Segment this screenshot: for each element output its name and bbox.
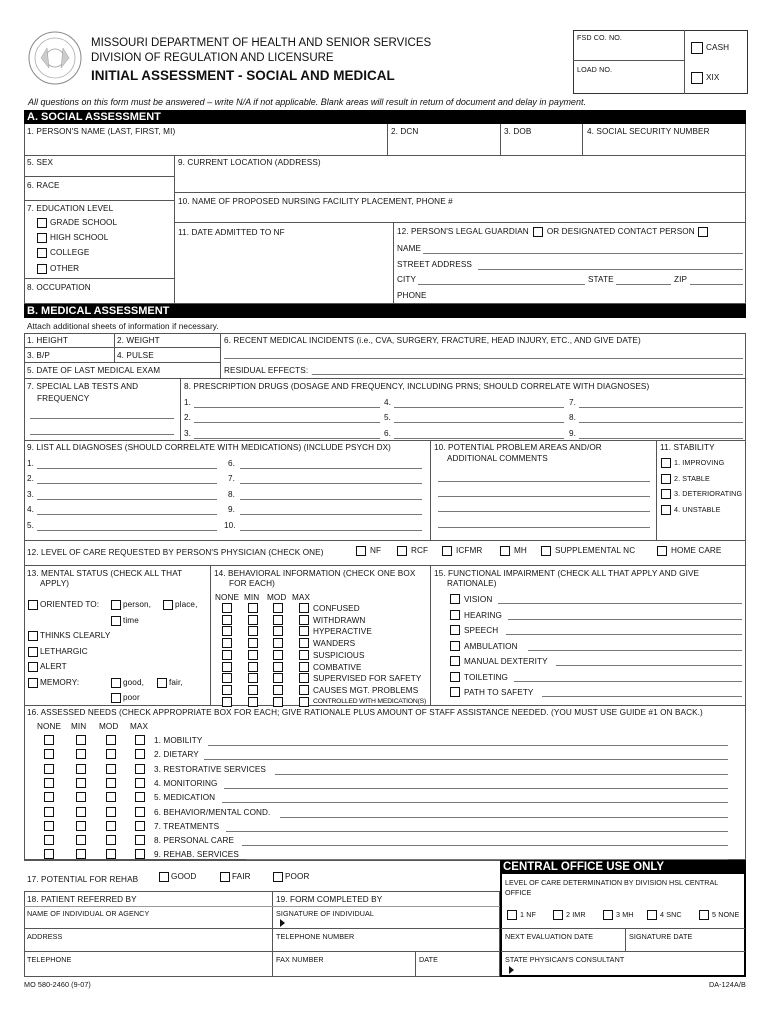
- behavior-8-label: CAUSES MGT. PROBLEMS: [313, 685, 419, 695]
- other-edu-checkbox[interactable]: [37, 264, 47, 274]
- functional-impairment-label: 15. FUNCTIONAL IMPAIRMENT (CHECK ALL THAT APPLY AND GIVE: [434, 569, 700, 578]
- division-name: DIVISION OF REGULATION AND LICENSURE: [91, 52, 334, 64]
- behavior-9-max-checkbox[interactable]: [299, 697, 309, 707]
- need-2-min-checkbox[interactable]: [76, 749, 86, 759]
- behavior-9-mod-checkbox[interactable]: [273, 697, 283, 707]
- need-8-none-checkbox[interactable]: [44, 835, 54, 845]
- functional-rationale-label: RATIONALE): [447, 579, 497, 588]
- rehab-potential-label: 17. POTENTIAL FOR REHAB: [27, 875, 139, 884]
- place-label: place,: [175, 600, 198, 610]
- function-4-line[interactable]: [528, 650, 742, 651]
- need-5-mod-checkbox[interactable]: [106, 792, 116, 802]
- need-4-min-checkbox[interactable]: [76, 778, 86, 788]
- supplemental-nc-label: SUPPLEMENTAL NC: [555, 546, 636, 556]
- function-2-label: HEARING: [464, 610, 503, 620]
- function-7-label: PATH TO SAFETY: [464, 688, 534, 697]
- beh-mod-header: MOD: [267, 593, 287, 602]
- need-5-line[interactable]: [222, 802, 728, 803]
- last-exam-label: 5. DATE OF LAST MEDICAL EXAM: [27, 366, 161, 375]
- behavioral-each-label: FOR EACH): [229, 579, 275, 588]
- referred-name-label: NAME OF INDIVIDUAL OR AGENCY: [27, 909, 150, 918]
- load-no-label: LOAD NO.: [577, 65, 613, 74]
- need-7-none-checkbox[interactable]: [44, 821, 54, 831]
- memory-poor-checkbox[interactable]: [111, 693, 121, 703]
- person-label: person,: [123, 600, 152, 610]
- form-code: DA-124A/B: [709, 980, 746, 989]
- xix-checkbox[interactable]: [691, 72, 703, 84]
- section-medical-title: B. MEDICAL ASSESSMENT: [24, 304, 746, 318]
- prescription-drugs-label: 8. PRESCRIPTION DRUGS (DOSAGE AND FREQUENCY, INCLUDING PRNS; SHOULD CORRELATE WITH DIAGNOSES): [184, 382, 650, 391]
- memory-good-label: good,: [123, 678, 144, 688]
- home-care-checkbox[interactable]: [657, 546, 667, 556]
- co-nf-label: 1 NF: [520, 910, 536, 920]
- behavior-8-max-checkbox[interactable]: [299, 685, 309, 695]
- behavior-6-mod-checkbox[interactable]: [273, 662, 283, 672]
- rehab-poor-checkbox[interactable]: [273, 872, 283, 882]
- dcn-label: 2. DCN: [391, 127, 419, 136]
- behavior-7-mod-checkbox[interactable]: [273, 673, 283, 683]
- rehab-fair-label: FAIR: [232, 872, 251, 882]
- function-2-line[interactable]: [508, 619, 742, 620]
- behavior-4-min-checkbox[interactable]: [248, 638, 258, 648]
- contact-checkbox[interactable]: [698, 227, 708, 237]
- needs-none-header: NONE: [37, 722, 62, 731]
- function-1-label: VISION: [464, 595, 493, 604]
- current-location-label: 9. CURRENT LOCATION (ADDRESS): [178, 158, 321, 167]
- education-label: 7. EDUCATION LEVEL: [27, 204, 114, 213]
- time-label: time: [123, 616, 139, 626]
- behavior-1-mod-checkbox[interactable]: [273, 603, 283, 613]
- guardian-state-label: STATE: [588, 275, 614, 284]
- signature-label: SIGNATURE OF INDIVIDUAL: [276, 909, 375, 918]
- need-1-min-checkbox[interactable]: [76, 735, 86, 745]
- need-3-max-checkbox[interactable]: [135, 764, 145, 774]
- stable-label: 2. STABLE: [674, 474, 710, 484]
- need-1-line[interactable]: [208, 745, 728, 746]
- rehab-good-checkbox[interactable]: [159, 872, 169, 882]
- improving-label: 1. IMPROVING: [674, 458, 725, 468]
- unstable-checkbox[interactable]: [661, 505, 671, 515]
- memory-poor-label: poor: [123, 693, 140, 703]
- behavior-7-min-checkbox[interactable]: [248, 673, 258, 683]
- memory-checkbox[interactable]: [28, 678, 38, 688]
- stability-label: 11. STABILITY: [660, 443, 715, 452]
- function-6-checkbox[interactable]: [450, 672, 460, 682]
- need-8-line[interactable]: [242, 845, 728, 846]
- address-label: ADDRESS: [27, 932, 63, 941]
- need-2-max-checkbox[interactable]: [135, 749, 145, 759]
- function-1-line[interactable]: [498, 603, 742, 604]
- need-9-max-checkbox[interactable]: [135, 849, 145, 859]
- function-7-checkbox[interactable]: [450, 687, 460, 697]
- needs-min-header: MIN: [71, 722, 87, 731]
- diag-2-label: 2.: [27, 474, 35, 483]
- needs-max-header: MAX: [130, 722, 149, 731]
- ssn-label: 4. SOCIAL SECURITY NUMBER: [587, 127, 710, 136]
- frequency-label: FREQUENCY: [37, 394, 90, 403]
- need-2-label: 2. DIETARY: [154, 750, 199, 760]
- function-5-line[interactable]: [556, 665, 742, 666]
- home-care-label: HOME CARE: [671, 546, 722, 556]
- diag-7-label: 7.: [228, 474, 236, 483]
- thinks-clearly-checkbox[interactable]: [28, 631, 38, 641]
- thinks-clearly-label: THINKS CLEARLY: [40, 631, 111, 641]
- function-2-checkbox[interactable]: [450, 610, 460, 620]
- guardian-street-label: STREET ADDRESS: [397, 260, 472, 269]
- behavior-3-max-checkbox[interactable]: [299, 626, 309, 636]
- co-mh-label: 3 MH: [616, 910, 634, 920]
- drug-5-label: 5.: [384, 413, 392, 422]
- drug-3-label: 3.: [184, 429, 192, 438]
- nf-placement-label: 10. NAME OF PROPOSED NURSING FACILITY PLACEMENT, PHONE #: [178, 197, 453, 206]
- co-mh-checkbox[interactable]: [603, 910, 613, 920]
- function-3-checkbox[interactable]: [450, 625, 460, 635]
- loc-determination-label: LEVEL OF CARE DETERMINATION BY DIVISION HSL CENTRAL OFFICE: [505, 878, 719, 897]
- diag-5-label: 5.: [27, 521, 35, 530]
- behavior-5-label: SUSPICIOUS: [313, 650, 365, 660]
- function-4-checkbox[interactable]: [450, 641, 460, 651]
- need-5-none-checkbox[interactable]: [44, 792, 54, 802]
- completed-by-label: 19. FORM COMPLETED BY: [276, 895, 383, 904]
- nf-label: NF: [370, 546, 382, 556]
- co-snc-checkbox[interactable]: [647, 910, 657, 920]
- need-6-min-checkbox[interactable]: [76, 807, 86, 817]
- need-5-min-checkbox[interactable]: [76, 792, 86, 802]
- co-snc-label: 4 SNC: [660, 910, 682, 920]
- referred-by-label: 18. PATIENT REFERRED BY: [27, 895, 137, 904]
- guardian-phone-label: PHONE: [397, 291, 427, 300]
- need-5-label: 5. MEDICATION: [154, 793, 216, 803]
- diag-9-label: 9.: [228, 505, 236, 514]
- drug-7-label: 7.: [569, 398, 577, 407]
- form-number: MO 580-2460 (9-07): [24, 980, 91, 989]
- rcf-label: RCF: [411, 546, 429, 556]
- drug-4-label: 4.: [384, 398, 392, 407]
- need-2-mod-checkbox[interactable]: [106, 749, 116, 759]
- date-admitted-label: 11. DATE ADMITTED TO NF: [178, 228, 285, 237]
- need-7-label: 7. TREATMENTS: [154, 821, 220, 831]
- place-checkbox[interactable]: [163, 600, 173, 610]
- recent-incidents-label: 6. RECENT MEDICAL INCIDENTS (i.e., CVA, SURGERY, FRACTURE, HEAD INJURY, ETC., AND GIVE DATE): [224, 336, 641, 345]
- telephone-label: TELEPHONE: [27, 955, 72, 964]
- behavior-6-label: COMBATIVE: [313, 662, 362, 672]
- time-checkbox[interactable]: [111, 616, 121, 626]
- social-grid: [24, 124, 746, 304]
- sex-label: 5. SEX: [27, 158, 54, 167]
- attach-note: Attach additional sheets of information if necessary.: [27, 322, 219, 331]
- department-name: MISSOURI DEPARTMENT OF HEALTH AND SENIOR SERVICES: [91, 37, 432, 49]
- need-9-min-checkbox[interactable]: [76, 849, 86, 859]
- date-label: DATE: [419, 955, 439, 964]
- behavior-1-none-checkbox[interactable]: [222, 603, 232, 613]
- need-8-min-checkbox[interactable]: [76, 835, 86, 845]
- behavior-1-min-checkbox[interactable]: [248, 603, 258, 613]
- physician-consultant-label: STATE PHYSICAN'S CONSULTANT: [505, 955, 625, 964]
- central-office-title: CENTRAL OFFICE USE ONLY: [500, 860, 746, 874]
- function-3-label: SPEECH: [464, 626, 499, 635]
- need-9-label: 9. REHAB. SERVICES: [154, 850, 239, 860]
- pulse-label: 4. PULSE: [117, 351, 154, 360]
- behavior-7-label: SUPERVISED FOR SAFETY: [313, 674, 422, 684]
- behavior-4-label: WANDERS: [313, 639, 356, 649]
- behavior-6-max-checkbox[interactable]: [299, 662, 309, 672]
- form-title: INITIAL ASSESSMENT - SOCIAL AND MEDICAL: [91, 68, 395, 83]
- improving-checkbox[interactable]: [661, 458, 671, 468]
- rehab-poor-label: POOR: [285, 872, 310, 882]
- xix-label: XIX: [706, 73, 720, 83]
- behavior-8-none-checkbox[interactable]: [222, 685, 232, 695]
- need-6-max-checkbox[interactable]: [135, 807, 145, 817]
- behavior-5-none-checkbox[interactable]: [222, 650, 232, 660]
- function-5-checkbox[interactable]: [450, 656, 460, 666]
- lethargic-label: LETHARGIC: [40, 647, 88, 657]
- need-4-none-checkbox[interactable]: [44, 778, 54, 788]
- need-9-none-checkbox[interactable]: [44, 849, 54, 859]
- college-label: COLLEGE: [50, 248, 90, 258]
- persons-name-label: 1. PERSON'S NAME (LAST, FIRST, MI): [27, 127, 176, 136]
- function-7-line[interactable]: [542, 696, 742, 697]
- guardian-label: 12. PERSON'S LEGAL GUARDIAN: [397, 227, 529, 237]
- behavior-9-none-checkbox[interactable]: [222, 697, 232, 707]
- level-of-care-label: 12. LEVEL OF CARE REQUESTED BY PERSON'S PHYSICIAN (CHECK ONE): [27, 548, 324, 557]
- behavior-4-mod-checkbox[interactable]: [273, 638, 283, 648]
- memory-good-checkbox[interactable]: [111, 678, 121, 688]
- need-2-line[interactable]: [204, 759, 728, 760]
- beh-none-header: NONE: [215, 593, 240, 602]
- next-evaluation-label: NEXT EVALUATION DATE: [505, 932, 594, 941]
- need-5-max-checkbox[interactable]: [135, 792, 145, 802]
- function-5-label: MANUAL DEXTERITY: [464, 657, 548, 666]
- behavior-3-none-checkbox[interactable]: [222, 626, 232, 636]
- drug-8-label: 8.: [569, 413, 577, 422]
- behavior-1-label: CONFUSED: [313, 604, 360, 613]
- need-4-label: 4. MONITORING: [154, 778, 218, 788]
- deteriorating-checkbox[interactable]: [661, 489, 671, 499]
- co-imr-checkbox[interactable]: [553, 910, 563, 920]
- person-checkbox[interactable]: [111, 600, 121, 610]
- function-3-line[interactable]: [506, 634, 742, 635]
- behavior-8-mod-checkbox[interactable]: [273, 685, 283, 695]
- grade-school-label: GRADE SCHOOL: [50, 218, 118, 228]
- drug-6-label: 6.: [384, 429, 392, 438]
- behavior-6-none-checkbox[interactable]: [222, 662, 232, 672]
- residual-effects-label: RESIDUAL EFFECTS:: [224, 366, 309, 375]
- unstable-label: 4. UNSTABLE: [674, 505, 721, 515]
- fax-number-label: FAX NUMBER: [276, 955, 324, 964]
- need-3-line[interactable]: [275, 774, 728, 775]
- need-8-label: 8. PERSONAL CARE: [154, 836, 235, 846]
- need-4-max-checkbox[interactable]: [135, 778, 145, 788]
- function-6-label: TOILETING: [464, 672, 508, 682]
- behavior-2-min-checkbox[interactable]: [248, 615, 258, 625]
- stable-checkbox[interactable]: [661, 474, 671, 484]
- memory-label: MEMORY:: [40, 678, 80, 688]
- need-1-mod-checkbox[interactable]: [106, 735, 116, 745]
- mental-status-apply-label: APPLY): [40, 579, 70, 588]
- co-none-checkbox[interactable]: [699, 910, 709, 920]
- behavior-3-label: HYPERACTIVE: [313, 627, 372, 637]
- rehab-good-label: GOOD: [171, 872, 197, 882]
- lab-tests-label: 7. SPECIAL LAB TESTS AND: [27, 382, 139, 391]
- telephone-number-label: TELEPHONE NUMBER: [276, 932, 355, 941]
- oriented-label: ORIENTED TO:: [40, 600, 100, 610]
- alert-label: ALERT: [40, 662, 67, 672]
- behavior-1-max-checkbox[interactable]: [299, 603, 309, 613]
- rcf-checkbox[interactable]: [397, 546, 407, 556]
- need-1-label: 1. MOBILITY: [154, 736, 203, 745]
- behavior-3-min-checkbox[interactable]: [248, 626, 258, 636]
- co-nf-checkbox[interactable]: [507, 910, 517, 920]
- supplemental-nc-checkbox[interactable]: [541, 546, 551, 556]
- rehab-fair-checkbox[interactable]: [220, 872, 230, 882]
- behavior-6-min-checkbox[interactable]: [248, 662, 258, 672]
- mh-label: MH: [514, 546, 527, 556]
- instructions: All questions on this form must be answered – write N/A if not applicable. Blank areas will result in return of document and delay in payment.: [28, 97, 586, 107]
- contact-label: OR DESIGNATED CONTACT PERSON: [546, 227, 695, 237]
- need-3-label: 3. RESTORATIVE SERVICES: [154, 764, 266, 774]
- need-4-line[interactable]: [224, 788, 728, 789]
- high-school-checkbox[interactable]: [37, 233, 47, 243]
- weight-label: 2. WEIGHT: [117, 336, 160, 345]
- behavior-5-min-checkbox[interactable]: [248, 650, 258, 660]
- behavior-2-label: WITHDRAWN: [313, 615, 366, 625]
- behavior-7-none-checkbox[interactable]: [222, 673, 232, 683]
- guardian-city-label: CITY: [397, 275, 417, 284]
- mh-checkbox[interactable]: [500, 546, 510, 556]
- diag-4-label: 4.: [27, 505, 35, 514]
- assessed-needs-label: 16. ASSESSED NEEDS (CHECK APPROPRIATE BOX FOR EACH; GIVE RATIONALE PLUS AMOUNT OF STAFF ASSISTANCE NEEDED. (YOU MUST USE GUIDE #1 ON BACK.): [27, 708, 703, 717]
- need-9-mod-checkbox[interactable]: [106, 849, 116, 859]
- diagnoses-label: 9. LIST ALL DIAGNOSES (SHOULD CORRELATE WITH MEDICATIONS) (INCLUDE PSYCH DX): [27, 443, 391, 452]
- memory-fair-label: fair,: [169, 678, 183, 688]
- other-edu-label: OTHER: [50, 264, 80, 274]
- need-8-mod-checkbox[interactable]: [106, 835, 116, 845]
- behavior-9-min-checkbox[interactable]: [248, 697, 258, 707]
- need-4-mod-checkbox[interactable]: [106, 778, 116, 788]
- beh-max-header: MAX: [292, 593, 311, 602]
- section-social-title: A. SOCIAL ASSESSMENT: [24, 110, 746, 124]
- need-6-line[interactable]: [280, 817, 728, 818]
- diag-3-label: 3.: [27, 490, 35, 499]
- icfmr-checkbox[interactable]: [442, 546, 452, 556]
- behavior-2-mod-checkbox[interactable]: [273, 615, 283, 625]
- fsd-co-no-label: FSD CO. NO.: [577, 33, 623, 42]
- behavior-5-mod-checkbox[interactable]: [273, 650, 283, 660]
- problem-areas-label: 10. POTENTIAL PROBLEM AREAS AND/OR: [434, 443, 602, 452]
- behavior-9-label: CONTROLLED WITH MEDICATION(S): [313, 697, 427, 705]
- need-3-min-checkbox[interactable]: [76, 764, 86, 774]
- need-6-label: 6. BEHAVIOR/MENTAL COND.: [154, 807, 271, 817]
- behavior-8-min-checkbox[interactable]: [248, 685, 258, 695]
- behavior-3-mod-checkbox[interactable]: [273, 626, 283, 636]
- diag-6-label: 6.: [228, 459, 236, 468]
- alert-checkbox[interactable]: [28, 662, 38, 672]
- behavior-7-max-checkbox[interactable]: [299, 673, 309, 683]
- behavior-4-max-checkbox[interactable]: [299, 638, 309, 648]
- consultant-arrow-icon: [509, 965, 514, 974]
- cash-label: CASH: [706, 43, 730, 53]
- behavior-5-max-checkbox[interactable]: [299, 650, 309, 660]
- need-7-mod-checkbox[interactable]: [106, 821, 116, 831]
- guardian-name-label: NAME: [397, 244, 422, 253]
- oriented-checkbox[interactable]: [28, 600, 38, 610]
- nf-checkbox[interactable]: [356, 546, 366, 556]
- need-7-max-checkbox[interactable]: [135, 821, 145, 831]
- state-seal: [27, 30, 83, 86]
- behavioral-info-label: 14. BEHAVIORAL INFORMATION (CHECK ONE BOX: [214, 569, 416, 578]
- need-1-none-checkbox[interactable]: [44, 735, 54, 745]
- grade-school-checkbox[interactable]: [37, 218, 47, 228]
- height-label: 1. HEIGHT: [27, 336, 68, 345]
- function-6-line[interactable]: [514, 681, 742, 682]
- needs-mod-header: MOD: [99, 722, 119, 731]
- beh-min-header: MIN: [244, 593, 260, 602]
- behavior-2-max-checkbox[interactable]: [299, 615, 309, 625]
- need-3-none-checkbox[interactable]: [44, 764, 54, 774]
- deteriorating-label: 3. DETERIORATING: [674, 489, 743, 499]
- memory-fair-checkbox[interactable]: [157, 678, 167, 688]
- diag-10-label: 10.: [224, 521, 236, 530]
- college-checkbox[interactable]: [37, 248, 47, 258]
- need-8-max-checkbox[interactable]: [135, 835, 145, 845]
- behavior-2-none-checkbox[interactable]: [222, 615, 232, 625]
- occupation-label: 8. OCCUPATION: [27, 283, 91, 292]
- dob-label: 3. DOB: [504, 127, 532, 136]
- drug-1-label: 1.: [184, 398, 192, 407]
- behavior-4-none-checkbox[interactable]: [222, 638, 232, 648]
- mental-status-label: 13. MENTAL STATUS (CHECK ALL THAT: [27, 569, 183, 578]
- need-6-mod-checkbox[interactable]: [106, 807, 116, 817]
- co-none-label: 5 NONE: [712, 910, 740, 920]
- need-6-none-checkbox[interactable]: [44, 807, 54, 817]
- need-2-none-checkbox[interactable]: [44, 749, 54, 759]
- bp-label: 3. B/P: [27, 351, 50, 360]
- need-7-min-checkbox[interactable]: [76, 821, 86, 831]
- lethargic-checkbox[interactable]: [28, 647, 38, 657]
- high-school-label: HIGH SCHOOL: [50, 233, 109, 243]
- drug-9-label: 9.: [569, 429, 577, 438]
- need-1-max-checkbox[interactable]: [135, 735, 145, 745]
- signature-date-label: SIGNATURE DATE: [629, 932, 693, 941]
- function-1-checkbox[interactable]: [450, 594, 460, 604]
- co-imr-label: 2 IMR: [566, 910, 586, 920]
- diag-1-label: 1.: [27, 459, 35, 468]
- need-7-line[interactable]: [226, 831, 728, 832]
- function-4-label: AMBULATION: [464, 641, 518, 651]
- drug-2-label: 2.: [184, 413, 192, 422]
- race-label: 6. RACE: [27, 181, 60, 190]
- signature-arrow-icon: [280, 918, 285, 927]
- diag-8-label: 8.: [228, 490, 236, 499]
- icfmr-label: ICFMR: [456, 546, 483, 556]
- additional-comments-label: ADDITIONAL COMMENTS: [447, 454, 548, 463]
- guardian-checkbox[interactable]: [533, 227, 543, 237]
- guardian-zip-label: ZIP: [674, 275, 688, 284]
- cash-checkbox[interactable]: [691, 42, 703, 54]
- need-3-mod-checkbox[interactable]: [106, 764, 116, 774]
